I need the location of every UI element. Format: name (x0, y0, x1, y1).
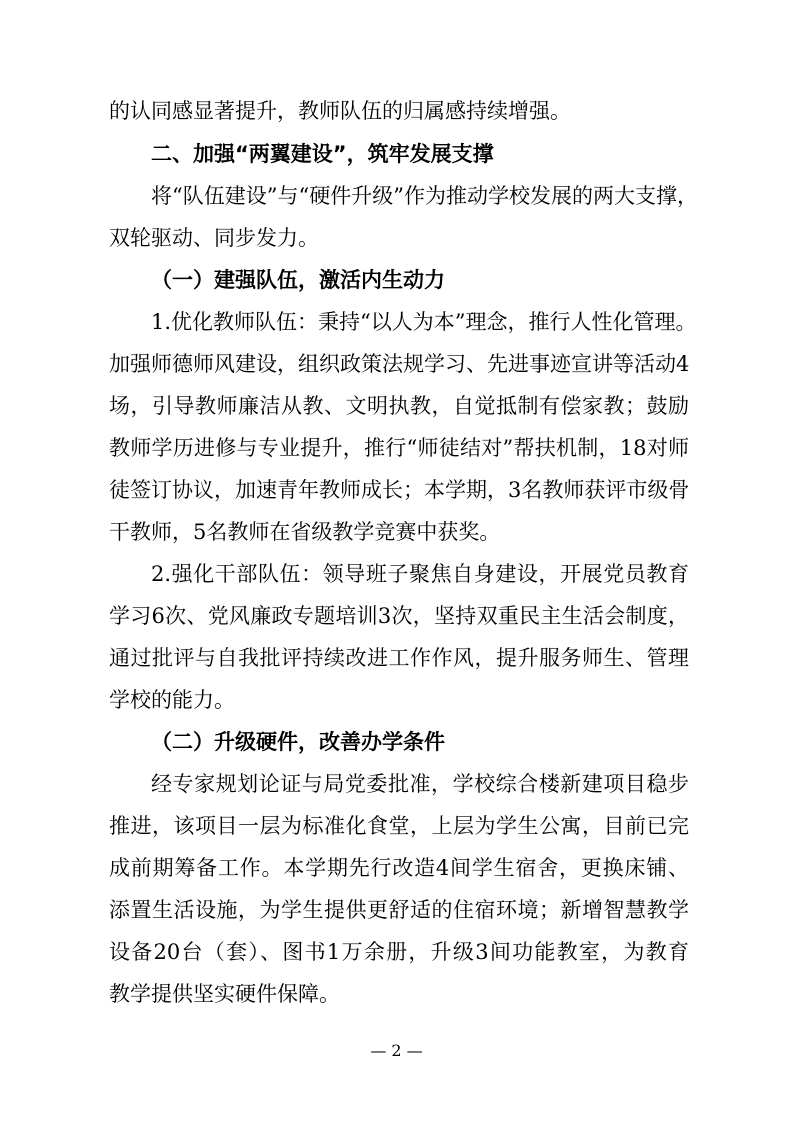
text-line: 2.强化干部队伍：领导班子聚焦自身建设，开展党员教育 (151, 562, 689, 586)
subsection-heading: （二）升级硬件，改善办学条件 (151, 730, 445, 754)
text-line: 通过批评与自我批评持续改进工作作风，提升服务师生、管理 (109, 646, 689, 670)
text-line: 学习6次、党风廉政专题培训3次，坚持双重民主生活会制度， (109, 604, 689, 628)
text-line: 场，引导教师廉洁从教、文明执教，自觉抵制有偿家教；鼓励 (109, 394, 689, 418)
text-line: 推进，该项目一层为标准化食堂，上层为学生公寓，目前已完 (109, 814, 689, 838)
text-line: 学校的能力。 (109, 688, 235, 712)
text-line: 设备20台（套）、图书1万余册，升级3间功能教室，为教育 (109, 940, 689, 964)
text-line: 教学提供坚实硬件保障。 (109, 982, 340, 1006)
text-line: 成前期筹备工作。本学期先行改造4间学生宿舍，更换床铺、 (109, 856, 689, 880)
page-number: — 2 — (370, 1041, 423, 1060)
text-line: 的认同感显著提升，教师队伍的归属感持续增强。 (109, 99, 571, 123)
section-heading: 二、加强“两翼建设”，筑牢发展支撑 (151, 142, 494, 166)
text-line: 双轮驱动、同步发力。 (109, 226, 319, 250)
text-line: 经专家规划论证与局党委批准，学校综合楼新建项目稳步 (151, 772, 689, 796)
text-line: 1.优化教师队伍：秉持“以人为本”理念，推行人性化管理。 (151, 310, 697, 334)
text-line: 干教师，5名教师在省级教学竞赛中获奖。 (109, 520, 501, 544)
text-line: 将“队伍建设”与“硬件升级”作为推动学校发展的两大支撑， (151, 184, 698, 208)
text-line: 加强师德师风建设，组织政策法规学习、先进事迹宣讲等活动4 (109, 352, 690, 376)
subsection-heading: （一）建强队伍，激活内生动力 (151, 268, 445, 292)
text-line: 徒签订协议，加速青年教师成长；本学期，3名教师获评市级骨 (109, 478, 690, 502)
text-line: 添置生活设施，为学生提供更舒适的住宿环境；新增智慧教学 (109, 898, 689, 922)
text-line: 教师学历进修与专业提升，推行“师徒结对”帮扶机制，18对师 (109, 436, 689, 460)
